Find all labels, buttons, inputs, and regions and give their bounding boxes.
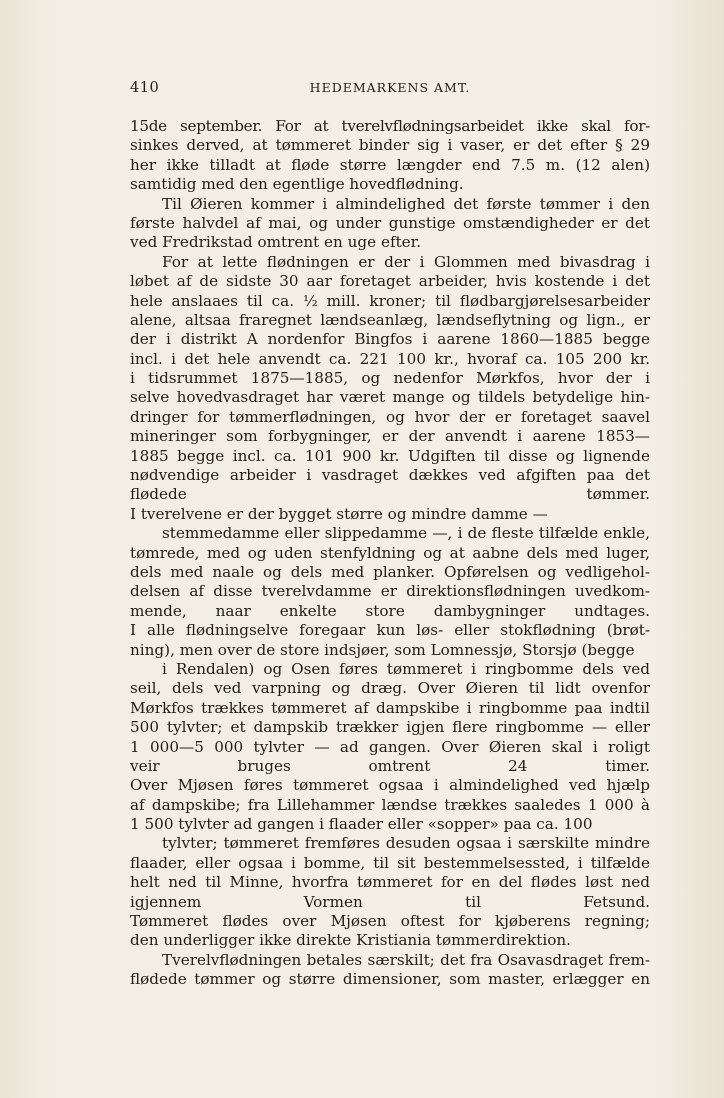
text-line: Tverelvflødningen betales særskilt; det fra Osavasdraget frem- [162, 950, 650, 969]
text-line: stemmedamme eller slippedamme —, i de fleste tilfælde enkle, [162, 524, 650, 543]
text-line: seil, dels ved varpning og dræg. Over Øieren til lidt ovenfor [130, 679, 650, 698]
text-line: ved Fredrikstad omtrent en uge efter. [130, 233, 422, 252]
text-line: 1 000—5 000 tylvter — ad gangen. Over Øieren skal i roligt [130, 737, 650, 756]
text-line: 500 tylvter; et dampskib trækker igjen flere ringbomme — eller [130, 718, 650, 737]
text-line: flødede tømmer. [130, 485, 650, 504]
text-line: i tidsrummet 1875—1885, og nedenfor Mørkfos, hvor der i [130, 369, 650, 388]
page-body [130, 117, 650, 1048]
text-line: samtidig med den egentlige hovedflødning. [130, 175, 464, 194]
text-line: mende, naar enkelte store dambygninger undtages. [130, 601, 650, 620]
text-line: incl. i det hele anvendt ca. 221 100 kr., hvoraf ca. 105 200 kr. [130, 349, 650, 368]
text-line: For at lette flødningen er der i Glommen med bivasdrag i [162, 252, 650, 271]
text-line: i Rendalen) og Osen føres tømmeret i ringbomme dels ved [162, 659, 650, 678]
text-line: nødvendige arbeider i vasdraget dækkes ved afgiften paa det [130, 466, 650, 485]
running-title: HEDEMARKENS AMT. [309, 80, 471, 95]
text-line: den underligger ikke direkte Kristiania tømmerdirektion. [130, 931, 571, 950]
text-line: delsen af disse tverelvdamme er direktionsflødningen uvedkom- [130, 582, 650, 601]
text-line: 1 500 tylvter ad gangen i flaader eller «sopper» paa ca. 100 [130, 815, 593, 834]
text-line [130, 1028, 650, 1047]
text-line: her ikke tilladt at fløde større længder end 7.5 m. (12 alen) [130, 155, 650, 174]
text-line: sinkes derved, at tømmeret binder sig i vaser, er det efter § 29 [130, 136, 650, 155]
text-line: tømrede, med og uden stenfyldning og at aabne dels med luger, [130, 543, 650, 562]
text-line: 15de september. For at tverelvflødningsarbeidet ikke skal for- [130, 117, 650, 135]
text-line: ning), men over de store indsjøer, som Lomnessjø, Storsjø (begge [130, 640, 635, 659]
text-line: helt ned til Minne, hvorfra tømmeret for en del flødes løst ned [130, 873, 650, 892]
text-line: Mørkfos trækkes tømmeret af dampskibe i ringbomme paa indtil [130, 698, 650, 717]
text-line: der i distrikt A nordenfor Bingfos i aarene 1860—1885 begge [130, 330, 650, 349]
text-line: første halvdel af mai, og under gunstige omstændigheder er det [130, 213, 650, 232]
text-line: igjennem Vormen til Fetsund. [130, 892, 650, 911]
text-line: alene, altsaa fraregnet lændseanlæg, lændseflytning og lign., er [130, 310, 650, 329]
text-line: dringer for tømmerflødningen, og hvor der er foretaget saavel [130, 407, 650, 426]
page-header [130, 80, 650, 100]
text-line: af dampskibe; fra Lillehammer lændse trækkes saaledes 1 000 à [130, 795, 650, 814]
text-line: løbet af de sidste 30 aar foretaget arbeider, hvis kostende i det [130, 272, 650, 291]
page-number: 410 [130, 80, 160, 96]
text-line: dels med naale og dels med planker. Opførelsen og vedligehol- [130, 562, 650, 581]
text-line: 1885 begge incl. ca. 101 900 kr. Udgiften til disse og lignende [130, 446, 650, 465]
text-line: hele anslaaes til ca. ½ mill. kroner; til flødbargjørelsesarbeider [130, 291, 650, 310]
text-line: selve hovedvasdraget har været mange og tildels betydelige hin- [130, 388, 650, 407]
text-line [130, 990, 650, 1009]
text-line: tylvter; tømmeret fremføres desuden ogsaa i særskilte mindre [162, 834, 650, 853]
text-line: Tømmeret flødes over Mjøsen oftest for kjøberens regning; [130, 912, 650, 931]
text-line: Over Mjøsen føres tømmeret ogsaa i almindelighed ved hjælp [130, 776, 650, 795]
text-line: I alle flødningselve foregaar kun løs- eller stokflødning (brøt- [130, 621, 650, 640]
text-line: flødede tømmer og større dimensioner, som master, erlægger en [130, 970, 650, 989]
text-line: Til Øieren kommer i almindelighed det første tømmer i den [162, 194, 650, 213]
text-line: veir bruges omtrent 24 timer. [130, 756, 650, 775]
text-line: I tverelvene er der bygget større og mindre damme — [130, 504, 548, 523]
text-line: mineringer som forbygninger, er der anvendt i aarene 1853— [130, 427, 650, 446]
text-line [130, 1009, 650, 1028]
text-line: flaader, eller ogsaa i bomme, til sit bestemmelsessted, i tilfælde [130, 853, 650, 872]
